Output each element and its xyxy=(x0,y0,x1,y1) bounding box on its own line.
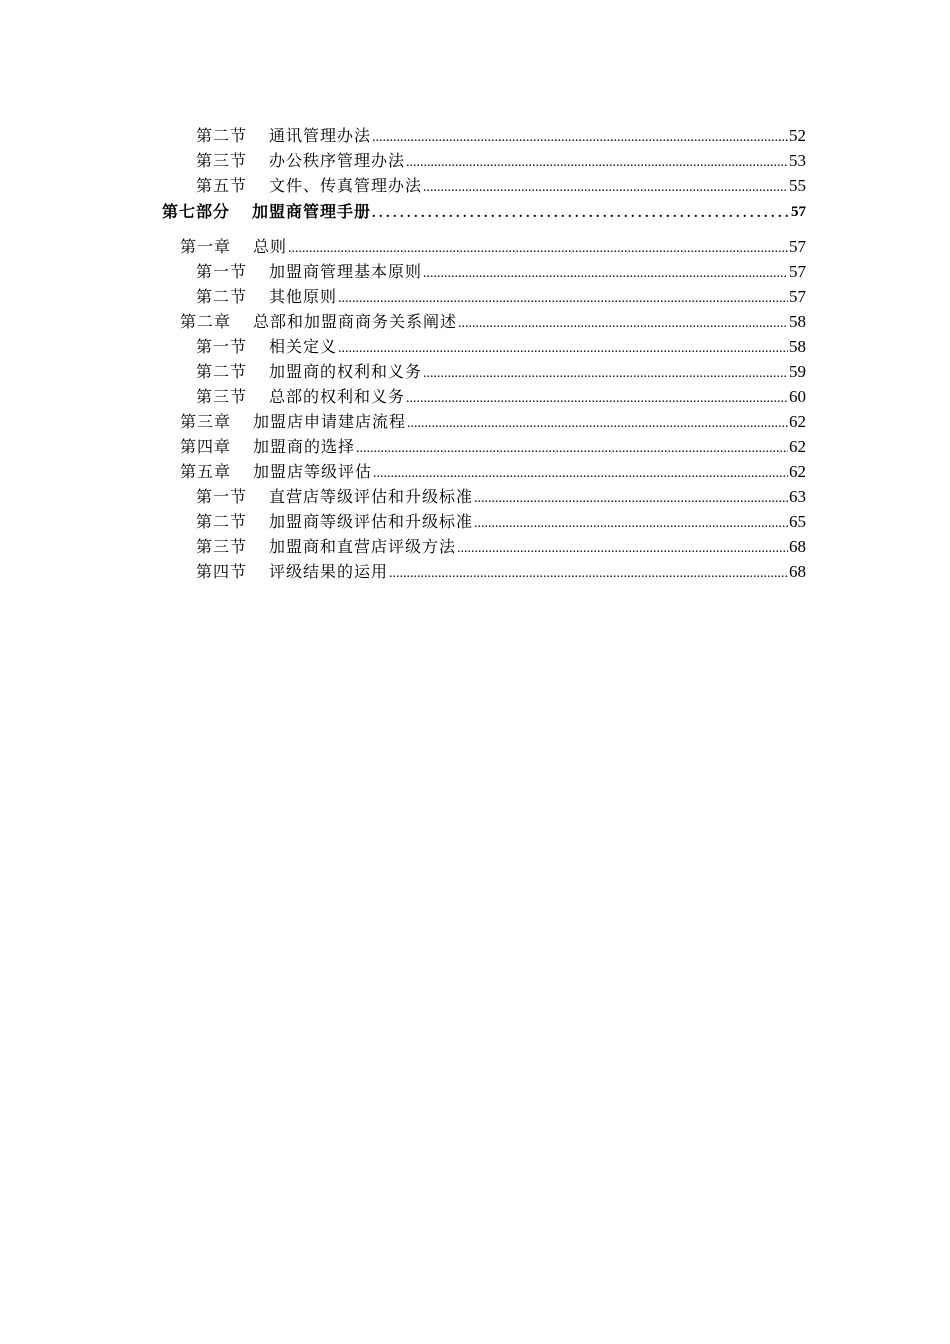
toc-entry-title: 通讯管理办法 xyxy=(269,126,372,145)
toc-chapter-entry[interactable] xyxy=(180,310,806,334)
toc-entry-title: 加盟店等级评估 xyxy=(253,462,373,481)
dot-leader xyxy=(458,310,788,334)
toc-entry[interactable] xyxy=(196,285,806,309)
dot-leader xyxy=(372,200,790,224)
toc-entry-number: 第二节 xyxy=(196,287,248,306)
dot-leader xyxy=(407,410,788,434)
toc-entry-title: 直营店等级评估和升级标准 xyxy=(269,487,474,506)
toc-entry[interactable] xyxy=(196,485,806,509)
toc-entry-page: 57 xyxy=(789,287,806,306)
toc-entry-page: 52 xyxy=(789,126,806,145)
toc-entry-page: 62 xyxy=(789,437,806,456)
toc-entry-page: 62 xyxy=(789,412,806,431)
toc-entry-page: 62 xyxy=(789,462,806,481)
toc-entry-page: 57 xyxy=(789,262,806,281)
toc-entry-title: 加盟商等级评估和升级标准 xyxy=(269,512,474,531)
toc-entry-page: 58 xyxy=(789,312,806,331)
toc-entry[interactable] xyxy=(196,510,806,534)
toc-entry-number: 第五节 xyxy=(196,176,248,195)
toc-entry-title: 文件、传真管理办法 xyxy=(269,176,423,195)
toc-entry-number: 第五章 xyxy=(180,462,232,481)
toc-entry-number: 第二节 xyxy=(196,512,248,531)
toc-entry-title: 加盟店申请建店流程 xyxy=(253,412,407,431)
toc-entry[interactable] xyxy=(196,360,806,384)
dot-leader xyxy=(423,260,788,284)
toc-entry[interactable] xyxy=(196,535,806,559)
toc-entry-number: 第四节 xyxy=(196,562,248,581)
toc-entry-page: 65 xyxy=(789,512,806,531)
toc-entry-number: 第三节 xyxy=(196,537,248,556)
dot-leader xyxy=(373,460,788,484)
toc-entry-page: 59 xyxy=(789,362,806,381)
toc-chapter-entry[interactable] xyxy=(180,435,806,459)
toc-entry-page: 57 xyxy=(789,237,806,256)
dot-leader xyxy=(406,385,788,409)
toc-part-entry[interactable] xyxy=(162,200,806,224)
toc-entry-title: 相关定义 xyxy=(269,337,338,356)
dot-leader xyxy=(389,560,788,584)
toc-entry-page: 57 xyxy=(791,204,806,220)
toc-entry-title: 评级结果的运用 xyxy=(269,562,389,581)
dot-leader xyxy=(423,174,788,198)
toc-entry-number: 第四章 xyxy=(180,437,232,456)
toc-entry-title: 办公秩序管理办法 xyxy=(269,151,406,170)
toc-entry-title: 加盟商管理基本原则 xyxy=(269,262,423,281)
toc-entry-title: 加盟商的权利和义务 xyxy=(269,362,423,381)
dot-leader xyxy=(474,485,788,509)
toc-entry[interactable] xyxy=(196,174,806,198)
toc-entry[interactable] xyxy=(196,335,806,359)
toc-entry-page: 68 xyxy=(789,537,806,556)
dot-leader xyxy=(356,435,788,459)
toc-entry-title: 其他原则 xyxy=(269,287,338,306)
dot-leader xyxy=(288,235,788,259)
dot-leader xyxy=(338,285,788,309)
toc-entry-title: 加盟商的选择 xyxy=(253,437,356,456)
toc-entry-page: 58 xyxy=(789,337,806,356)
toc-entry[interactable] xyxy=(196,385,806,409)
toc-entry-page: 55 xyxy=(789,176,806,195)
toc-entry[interactable] xyxy=(196,124,806,148)
toc-chapter-entry[interactable] xyxy=(180,235,806,259)
dot-leader xyxy=(474,510,788,534)
toc-entry-title: 总部的权利和义务 xyxy=(269,387,406,406)
toc-entry-number: 第一节 xyxy=(196,487,248,506)
dot-leader xyxy=(372,124,788,148)
dot-leader xyxy=(423,360,788,384)
toc-entry-number: 第一节 xyxy=(196,337,248,356)
toc-entry-page: 60 xyxy=(789,387,806,406)
toc-entry-page: 68 xyxy=(789,562,806,581)
toc-chapter-entry[interactable] xyxy=(180,460,806,484)
dot-leader xyxy=(406,149,788,173)
toc-entry-title: 总则 xyxy=(253,237,288,256)
toc-entry-number: 第一章 xyxy=(180,237,232,256)
toc-chapter-entry[interactable] xyxy=(180,410,806,434)
toc-entry-number: 第二节 xyxy=(196,126,248,145)
toc-entry-number: 第一节 xyxy=(196,262,248,281)
toc-entry-number: 第三节 xyxy=(196,151,248,170)
toc-entry-title: 总部和加盟商商务关系阐述 xyxy=(253,312,458,331)
toc-entry[interactable] xyxy=(196,560,806,584)
toc-entry-number: 第七部分 xyxy=(162,202,231,221)
dot-leader xyxy=(338,335,788,359)
toc-entry-number: 第二节 xyxy=(196,362,248,381)
toc-entry-title: 加盟商管理手册 xyxy=(252,202,372,221)
toc-entry-title: 加盟商和直营店评级方法 xyxy=(269,537,457,556)
toc-entry[interactable] xyxy=(196,260,806,284)
toc-entry-number: 第三节 xyxy=(196,387,248,406)
toc-entry-number: 第三章 xyxy=(180,412,232,431)
toc-entry-page: 63 xyxy=(789,487,806,506)
toc-entry-number: 第二章 xyxy=(180,312,232,331)
toc-entry[interactable] xyxy=(196,149,806,173)
dot-leader xyxy=(457,535,788,559)
toc-entry-page: 53 xyxy=(789,151,806,170)
